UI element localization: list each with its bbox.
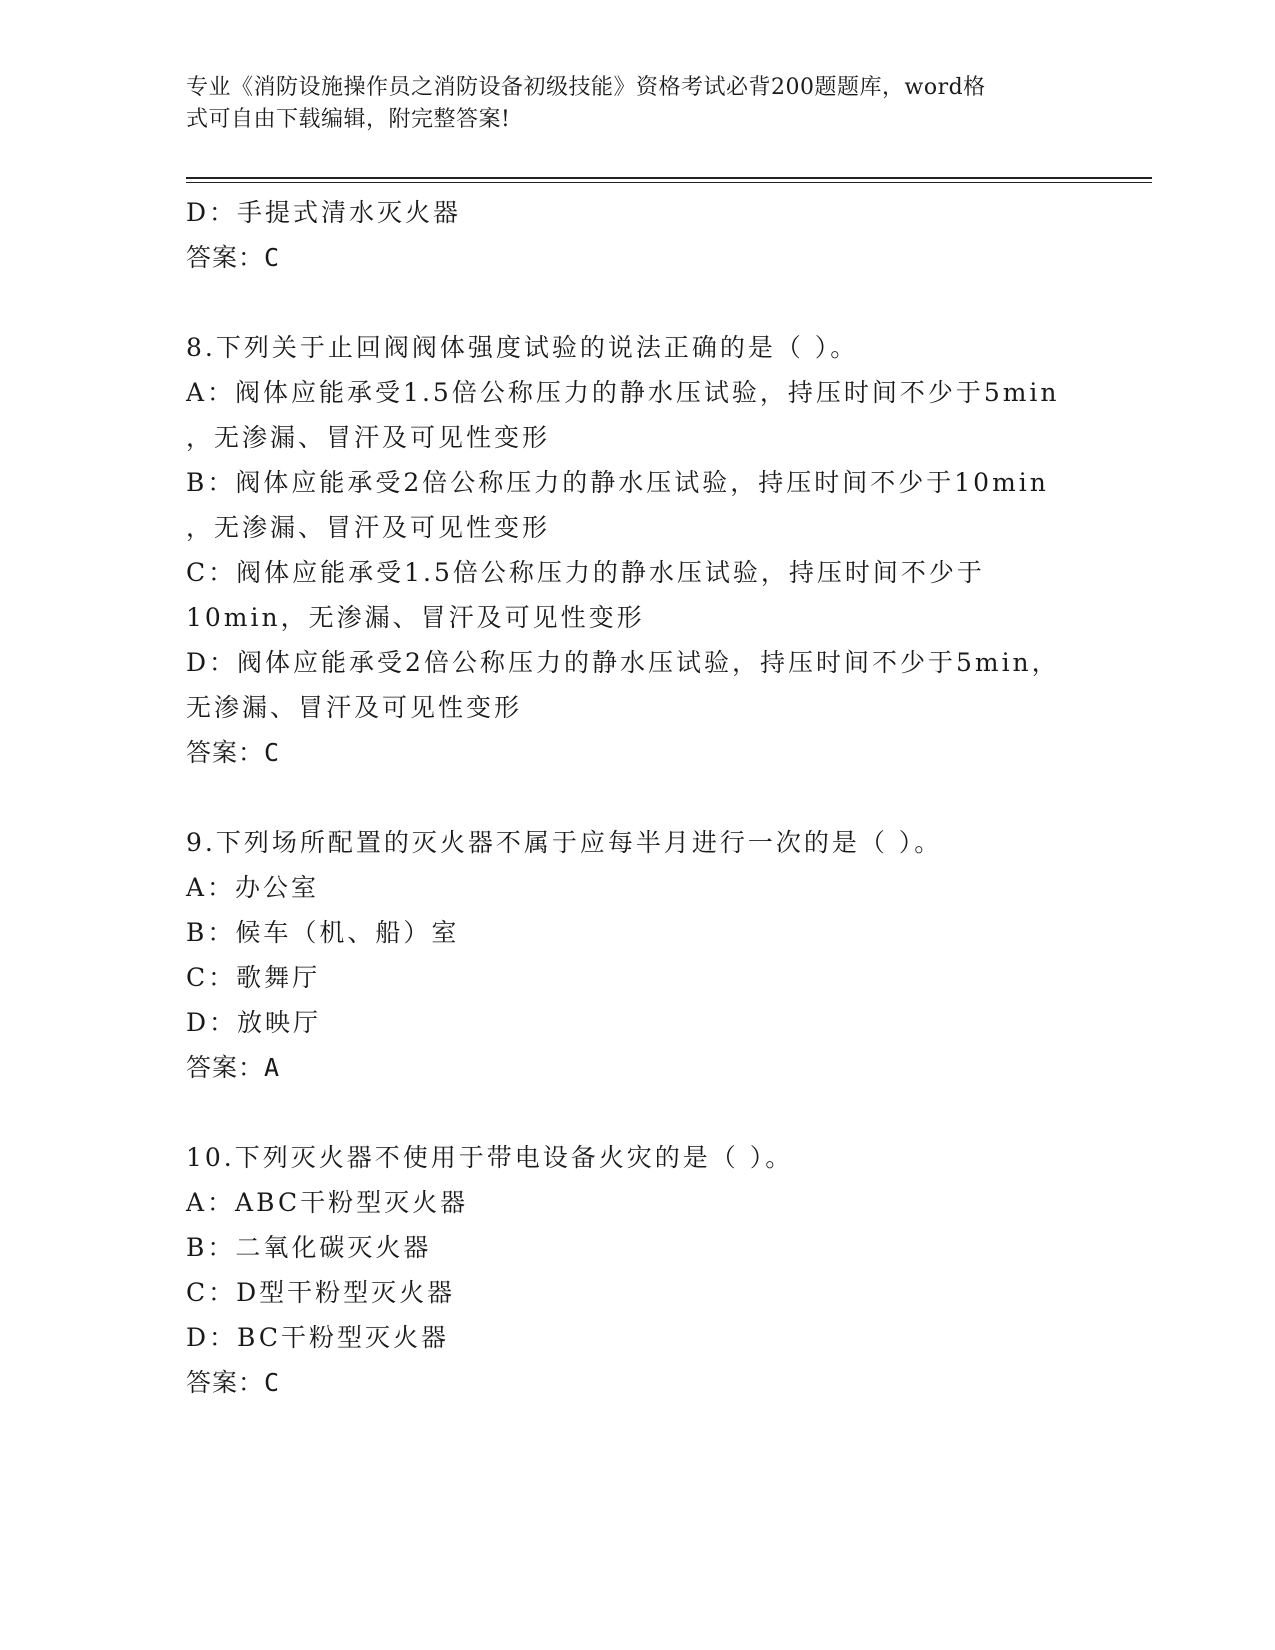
option-b: B：候车（机、船）室 <box>186 918 460 947</box>
option-d-line-1: D：阀体应能承受2倍公称压力的静水压试验，持压时间不少于5min， <box>186 648 1060 677</box>
answer: 答案：C <box>186 738 281 767</box>
header-rule-thin <box>186 182 1152 183</box>
question-8 <box>186 325 1086 775</box>
answer: 答案：A <box>186 1053 281 1082</box>
option-a: A：ABC干粉型灭火器 <box>186 1188 469 1217</box>
option-c-line-2: 10min，无渗漏、冒汗及可见性变形 <box>186 603 645 632</box>
answer: 答案：C <box>186 1368 281 1397</box>
option-d-line-2: 无渗漏、冒汗及可见性变形 <box>186 693 523 722</box>
header-rule-thick <box>186 177 1152 179</box>
option-b-line-2: ，无渗漏、冒汗及可见性变形 <box>186 513 551 542</box>
question-9 <box>186 820 1086 1090</box>
question-10 <box>186 1135 1086 1405</box>
option-a-line-1: A：阀体应能承受1.5倍公称压力的静水压试验，持压时间不少于5min <box>186 378 1060 407</box>
option-c: C：歌舞厅 <box>186 963 321 992</box>
option-a-line-2: ，无渗漏、冒汗及可见性变形 <box>186 423 551 452</box>
option-b-line-1: B：阀体应能承受2倍公称压力的静水压试验，持压时间不少于10min <box>186 468 1049 497</box>
question-stem: 8.下列关于止回阀阀体强度试验的说法正确的是（ ）。 <box>186 333 859 362</box>
page-header <box>186 72 1066 136</box>
spacer <box>186 775 1086 820</box>
question-7-tail <box>186 190 1086 280</box>
answer: 答案：C <box>186 243 281 272</box>
spacer <box>186 1090 1086 1135</box>
header-line-1: 专业《消防设施操作员之消防设备初级技能》资格考试必背200题题库，word格 <box>186 75 986 100</box>
option-d: D：手提式清水灭火器 <box>186 198 462 227</box>
option-d: D：放映厅 <box>186 1008 322 1037</box>
option-c: C：D型干粉型灭火器 <box>186 1278 456 1307</box>
option-b: B：二氧化碳灭火器 <box>186 1233 432 1262</box>
question-stem: 10.下列灭火器不使用于带电设备火灾的是（ ）。 <box>186 1143 794 1172</box>
question-stem: 9.下列场所配置的灭火器不属于应每半月进行一次的是（ ）。 <box>186 828 943 857</box>
question-list <box>186 190 1086 1405</box>
option-c-line-1: C：阀体应能承受1.5倍公称压力的静水压试验，持压时间不少于 <box>186 558 985 587</box>
option-a: A：办公室 <box>186 873 320 902</box>
spacer <box>186 280 1086 325</box>
header-line-2: 式可自由下载编辑，附完整答案! <box>186 107 511 132</box>
option-d: D：BC干粉型灭火器 <box>186 1323 450 1352</box>
